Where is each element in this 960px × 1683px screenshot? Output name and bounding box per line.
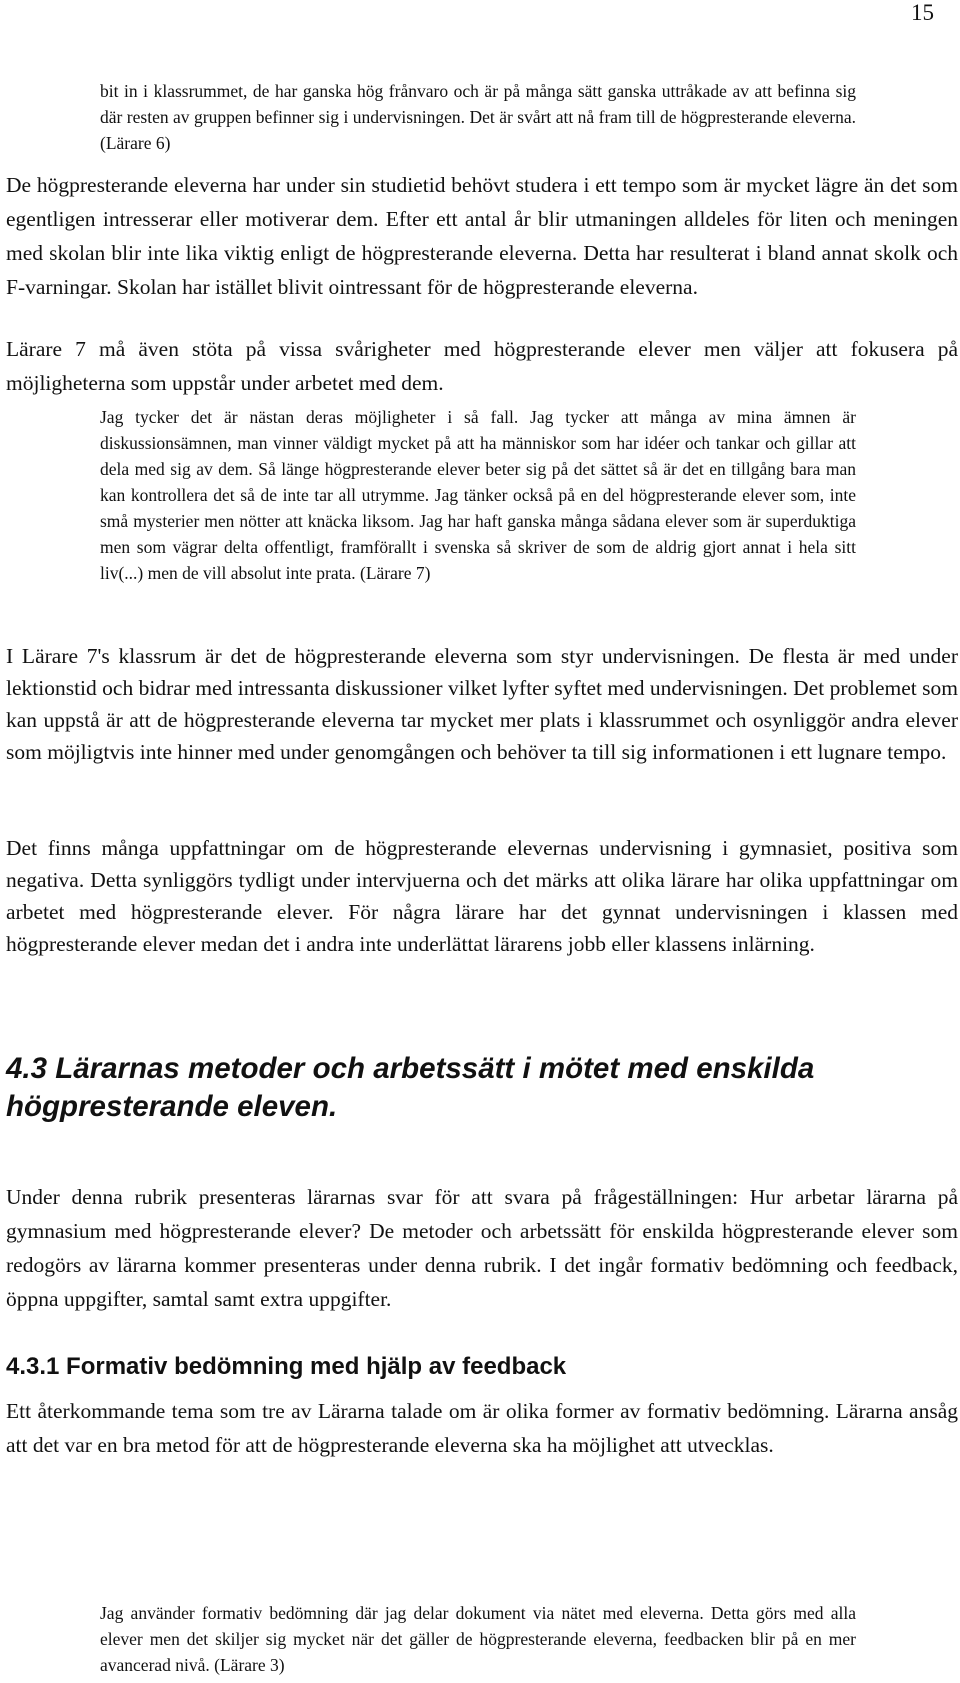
subsection-heading-4-3-1: 4.3.1 Formativ bedömning med hjälp av feedback (6, 1353, 567, 1380)
body-paragraph: Det finns många uppfattningar om de högpresterande elevernas undervisning i gymnasiet, positiva som negativa. Detta synliggörs tydligt under intervjuerna och det märks att olika lärare har olika uppfattningar om arbetet med högpresterande elever. För några lärare har det gynnat undervisningen i klassen med högpresterande elever medan det i andra inte underlättat lärarens jobb eller klassens inlärning. (6, 836, 958, 956)
block-quote-teacher-6: bit in i klassrummet, de har ganska hög frånvaro och är på många sätt ganska uttråkade av att befinna sig där resten av gruppen befinner sig i undervisningen. Det är svårt att nå fram till de högpresterande eleverna. (Lärare 6) (100, 81, 856, 153)
section-heading-4-3: 4.3 Lärarnas metoder och arbetssätt i mötet med enskilda högpresterande eleven. (6, 1052, 815, 1123)
body-paragraph: I Lärare 7's klassrum är det de högpresterande eleverna som styr undervisningen. De flesta är med under lektionstid och bidrar med intressanta diskussioner vilket lyfter syftet med undervisningen. Det problemet som kan uppstå är att de högpresterande eleverna tar mycket mer plats i klassrummet och osynliggör andra elever som möjligtvis inte hinner med under genomgången och behöver ta till sig informationen i ett lugnare tempo. (6, 644, 958, 764)
block-quote-teacher-3: Jag använder formativ bedömning där jag delar dokument via nätet med eleverna. Detta görs med alla elever men det skiljer sig mycket när det gäller de högpresterande eleverna, feedbacken blir på en mer avancerad nivå. (Lärare 3) (100, 1603, 856, 1675)
body-paragraph: De högpresterande eleverna har under sin studietid behövt studera i ett tempo som är mycket lägre än det som egentligen intresserar eller motiverar dem. Efter ett antal år blir utmaningen alldeles för liten och meningen med skolan blir inte lika viktig enligt de högpresterande eleverna. Detta har resulterat i bland annat skolk och F-varningar. Skolan har istället blivit ointressant för de högpresterande eleverna. (6, 173, 958, 299)
body-paragraph: Ett återkommande tema som tre av Lärarna talade om är olika former av formativ bedömning. Lärarna ansåg att det var en bra metod för att de högpresterande eleverna ska ha möjlighet att utvecklas. (6, 1399, 958, 1457)
body-paragraph: Under denna rubrik presenteras lärarnas svar för att svara på frågeställningen: Hur arbetar lärarna på gymnasium med högpresterande elever? De metoder och arbetssätt för enskilda högpresterande elever som redogörs av lärarna kommer presenteras under denna rubrik. I det ingår formativ bedömning och feedback, öppna uppgifter, samtal samt extra uppgifter. (6, 1185, 958, 1311)
block-quote-teacher-7: Jag tycker det är nästan deras möjligheter i så fall. Jag tycker att många av mina ämnen är diskussionsämnen, man vinner väldigt mycket på att ha människor som har idéer och tankar och gillar att dela med sig av dem. Så länge högpresterande elever beter sig på det sättet så är det en tillgång bara man kan kontrollera det så de inte tar all utrymme. Jag tänker också på en del högpresterande elever som, inte små mysterier men nötter att knäcka liksom. Jag har haft ganska många sådana elever som är superduktiga men som vägrar delta offentligt, framförallt i svenska så skriver de som de aldrig gjort annat i hela sitt liv(...) men de vill absolut inte prata. (Lärare 7) (100, 407, 856, 583)
body-paragraph: Lärare 7 må även stöta på vissa svårigheter med högpresterande elever men väljer att fokusera på möjligheterna som uppstår under arbetet med dem. (6, 337, 958, 395)
page-number: 15 (911, 0, 934, 25)
